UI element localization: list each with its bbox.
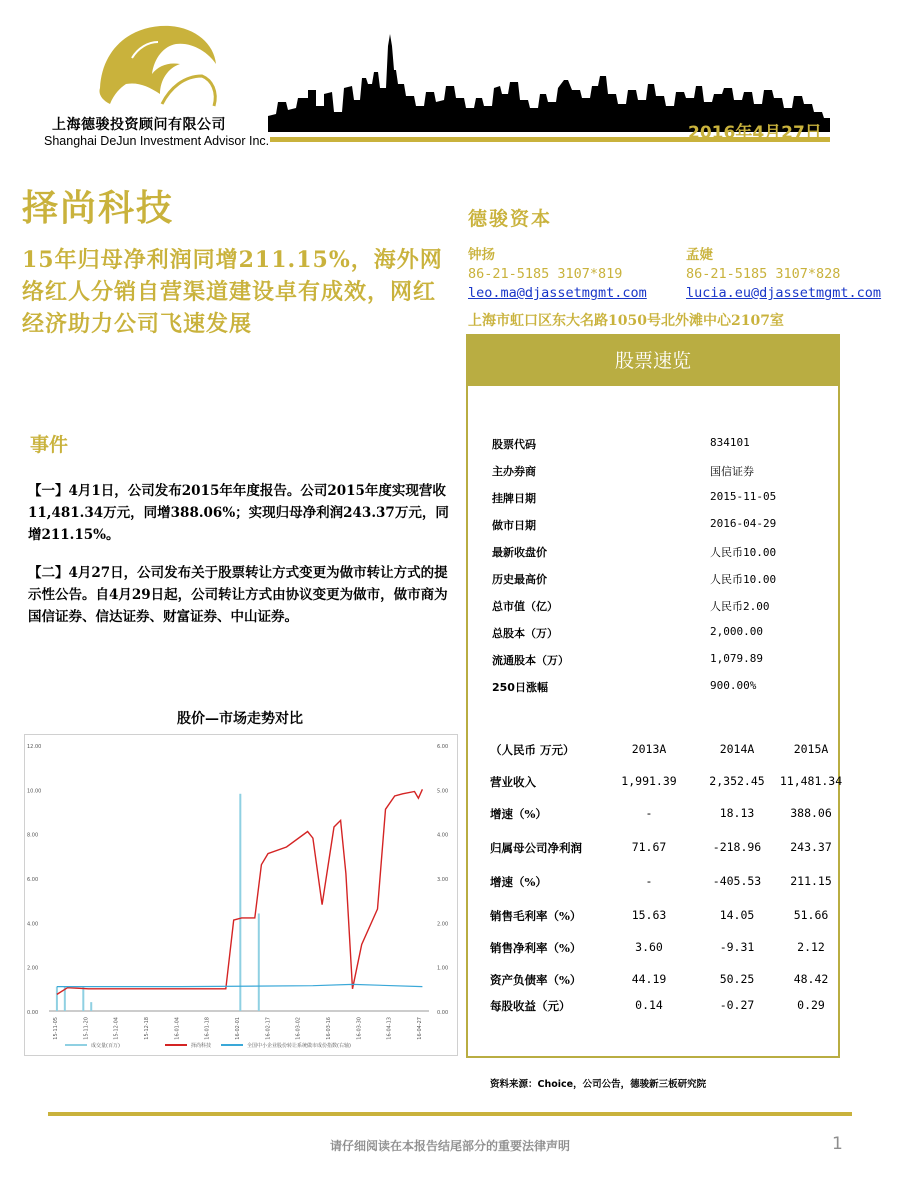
analyst-phone: 86-21-5185 3107*828 (686, 266, 841, 282)
office-address: 上海市虹口区东大名路1050号北外滩中心2107室 (468, 313, 784, 329)
y-tick-label-right: 1.00 (437, 965, 449, 972)
company-name-en: Shanghai DeJun Investment Advisor Inc. (44, 134, 270, 148)
city-skyline-graphic (268, 28, 830, 132)
footer-divider (48, 1112, 852, 1116)
y-tick-label-left: 8.00 (27, 832, 39, 839)
metric-value: 14.05 (719, 908, 755, 922)
analyst-contact-1 (468, 246, 647, 303)
y-tick-label-right: 5.00 (437, 788, 449, 795)
x-tick-label: 16-01-18 (204, 1017, 211, 1040)
info-value: 2,000.00 (710, 625, 763, 638)
financial-row (476, 806, 836, 828)
metric-value: 44.19 (631, 972, 667, 986)
financial-row (476, 908, 836, 930)
metric-value: 50.25 (719, 972, 755, 986)
analyst-email-link[interactable]: leo.ma@djassetmgmt.com (468, 285, 647, 301)
y-tick-label-right: 2.00 (437, 921, 449, 928)
unit-label: （人民币 万元） (490, 743, 575, 757)
info-label: 总市值（亿） (492, 600, 558, 613)
metric-value: 11,481.34 (779, 774, 843, 788)
metric-label: 资产负债率（%） (490, 973, 582, 987)
report-headline: 15年归母净利润同增211.15%，海外网络红人分销自营渠道建设卓有成效，网红经济助力公司飞速发展 (22, 247, 443, 337)
info-label: 250日涨幅 (492, 681, 548, 694)
metric-value: 388.06 (790, 806, 832, 820)
year-header: 2015A (793, 742, 829, 756)
metric-value: 1,991.39 (621, 774, 677, 788)
info-value: 2015-11-05 (710, 490, 777, 503)
volume-bar (56, 987, 58, 1011)
chart-canvas (25, 735, 457, 1055)
year-header: 2014A (719, 742, 755, 756)
event-section-title: 事件 (30, 434, 69, 456)
brand-name: 德骏资本 (468, 208, 553, 230)
x-tick-label: 16-04-27 (417, 1017, 424, 1040)
metric-value: 2,352.45 (709, 774, 765, 788)
info-value: 人民币10.00 (710, 573, 777, 586)
legend-label: 择尚科技 (191, 1043, 212, 1049)
stock-info-row (492, 490, 822, 512)
info-label: 做市日期 (492, 519, 536, 532)
x-tick-label: 16-02-01 (235, 1017, 241, 1040)
analyst-email-link[interactable]: lucia.eu@djassetmgmt.com (686, 285, 882, 301)
metric-value: 0.14 (635, 998, 663, 1012)
metric-value: -218.96 (712, 840, 762, 854)
metric-value: 243.37 (790, 840, 832, 854)
metric-label: 销售净利率（%） (490, 941, 582, 955)
y-tick-label-right: 6.00 (437, 744, 449, 750)
metric-value: 15.63 (631, 908, 667, 922)
stock-info-row (492, 625, 822, 647)
info-value: 834101 (710, 436, 750, 449)
x-tick-label: 16-02-17 (265, 1017, 272, 1040)
metric-label: 增速（%） (490, 807, 547, 821)
y-tick-label-left: 2.00 (27, 965, 39, 972)
metric-value: 51.66 (793, 908, 829, 922)
stock-info-row (492, 517, 822, 539)
y-tick-label-left: 10.00 (27, 788, 42, 795)
legal-notice: 请仔细阅读在本报告结尾部分的重要法律声明 (329, 1139, 570, 1153)
metric-label: 销售毛利率（%） (490, 909, 582, 923)
y-tick-label-left: 6.00 (27, 877, 39, 883)
financial-row (476, 940, 836, 962)
metric-value: 71.67 (631, 840, 667, 854)
info-value: 人民币2.00 (710, 600, 770, 613)
analyst-name: 钟扬 (468, 247, 495, 263)
stock-info-row (492, 652, 822, 674)
financial-header-row (476, 742, 836, 764)
data-source-note: 资料来源：Choice，公司公告，德骏新三板研究院 (490, 1079, 707, 1090)
stock-info-row (492, 598, 822, 620)
x-tick-label: 16-03-16 (326, 1017, 333, 1040)
financial-row (476, 774, 843, 796)
metric-label: 增速（%） (490, 875, 547, 889)
info-value: 2016-04-29 (710, 517, 777, 530)
info-label: 股票代码 (492, 438, 536, 451)
metric-value: -0.27 (719, 998, 755, 1012)
info-value: 人民币10.00 (710, 546, 777, 559)
x-tick-label: 15-12-18 (143, 1017, 150, 1040)
info-value: 国信证券 (710, 465, 754, 478)
x-tick-label: 16-04-13 (386, 1017, 393, 1040)
metric-value: 0.29 (797, 998, 825, 1012)
y-tick-label-left: 12.00 (27, 744, 42, 750)
metric-value: 48.42 (793, 972, 829, 986)
stock-overview-panel (466, 334, 843, 1058)
financial-row (476, 972, 836, 994)
stock-info-row (492, 571, 822, 593)
report-date: 2016年4月27日 (688, 123, 822, 143)
info-value: 1,079.89 (710, 652, 763, 665)
company-logo (92, 18, 222, 118)
legend-label: 全国中小企业股份转让系统做市成份指数(右轴) (247, 1043, 351, 1049)
y-tick-label-right: 3.00 (437, 877, 449, 883)
stock-info-row (492, 544, 822, 566)
metric-label: 每股收益（元） (490, 999, 571, 1013)
company-name-cn: 上海德骏投资顾问有限公司 (52, 117, 226, 133)
metric-value: 18.13 (719, 806, 755, 820)
metric-value: 3.60 (635, 940, 663, 954)
metric-value: -405.53 (712, 874, 762, 888)
price-comparison-chart (24, 734, 458, 1056)
analyst-name: 孟婕 (686, 247, 713, 263)
financial-row (476, 998, 836, 1020)
info-label: 历史最高价 (492, 573, 547, 586)
stock-info-row (492, 463, 822, 485)
metric-value: 211.15 (790, 874, 832, 888)
metric-value: - (645, 874, 653, 888)
metric-label: 营业收入 (490, 775, 536, 789)
info-value: 900.00% (710, 679, 757, 692)
event-paragraph: 【二】4月27日，公司发布关于股票转让方式变更为做市转让方式的提示性公告。自4月29日起，公司转让方式由协议变更为做市，做市商为国信证券、信达证券、财富证券、中山证券。 (28, 565, 448, 625)
y-tick-label-left: 4.00 (27, 921, 39, 928)
y-tick-label-right: 4.00 (437, 832, 449, 839)
year-header: 2013A (631, 742, 667, 756)
page-number: 1 (832, 1134, 843, 1154)
volume-bar (90, 1002, 92, 1011)
volume-bar (239, 794, 241, 1011)
x-tick-label: 15-12-04 (113, 1017, 120, 1040)
info-label: 主办券商 (492, 465, 536, 478)
info-label: 最新收盘价 (492, 546, 547, 559)
info-label: 总股本（万） (492, 627, 558, 640)
x-tick-label: 15-11-20 (83, 1017, 90, 1040)
stock-info-row (492, 436, 822, 458)
info-label: 挂牌日期 (492, 492, 536, 505)
info-label: 流通股本（万） (492, 654, 569, 667)
event-paragraph: 【一】4月1日，公司发布2015年年度报告。公司2015年度实现营收11,481.34万元，同增388.06%；实现归母净利润243.37万元，同增211.15%。 (28, 483, 449, 543)
volume-bar (258, 913, 260, 1011)
analyst-phone: 86-21-5185 3107*819 (468, 266, 623, 282)
x-tick-label: 16-03-02 (295, 1017, 302, 1040)
stock-info-row (492, 679, 822, 701)
metric-value: - (645, 806, 653, 820)
volume-bar (82, 987, 84, 1011)
y-tick-label-left: 0.00 (27, 1010, 39, 1016)
x-tick-label: 15-11-05 (52, 1017, 59, 1040)
chart-title: 股价—市场走势对比 (177, 711, 303, 727)
metric-label: 归属母公司净利润 (490, 841, 582, 855)
financial-row (476, 874, 836, 896)
x-tick-label: 16-03-30 (356, 1017, 363, 1040)
legend-label: 成交量(百万) (91, 1043, 120, 1049)
stock-name-title: 择尚科技 (22, 187, 175, 229)
x-tick-label: 16-01-04 (174, 1017, 181, 1040)
y-tick-label-right: 0.00 (437, 1010, 449, 1016)
metric-value: -9.31 (719, 940, 755, 954)
panel-title: 股票速览 (468, 336, 838, 386)
metric-value: 2.12 (797, 940, 825, 954)
analyst-contact-2 (686, 246, 881, 303)
financial-row (476, 840, 836, 862)
